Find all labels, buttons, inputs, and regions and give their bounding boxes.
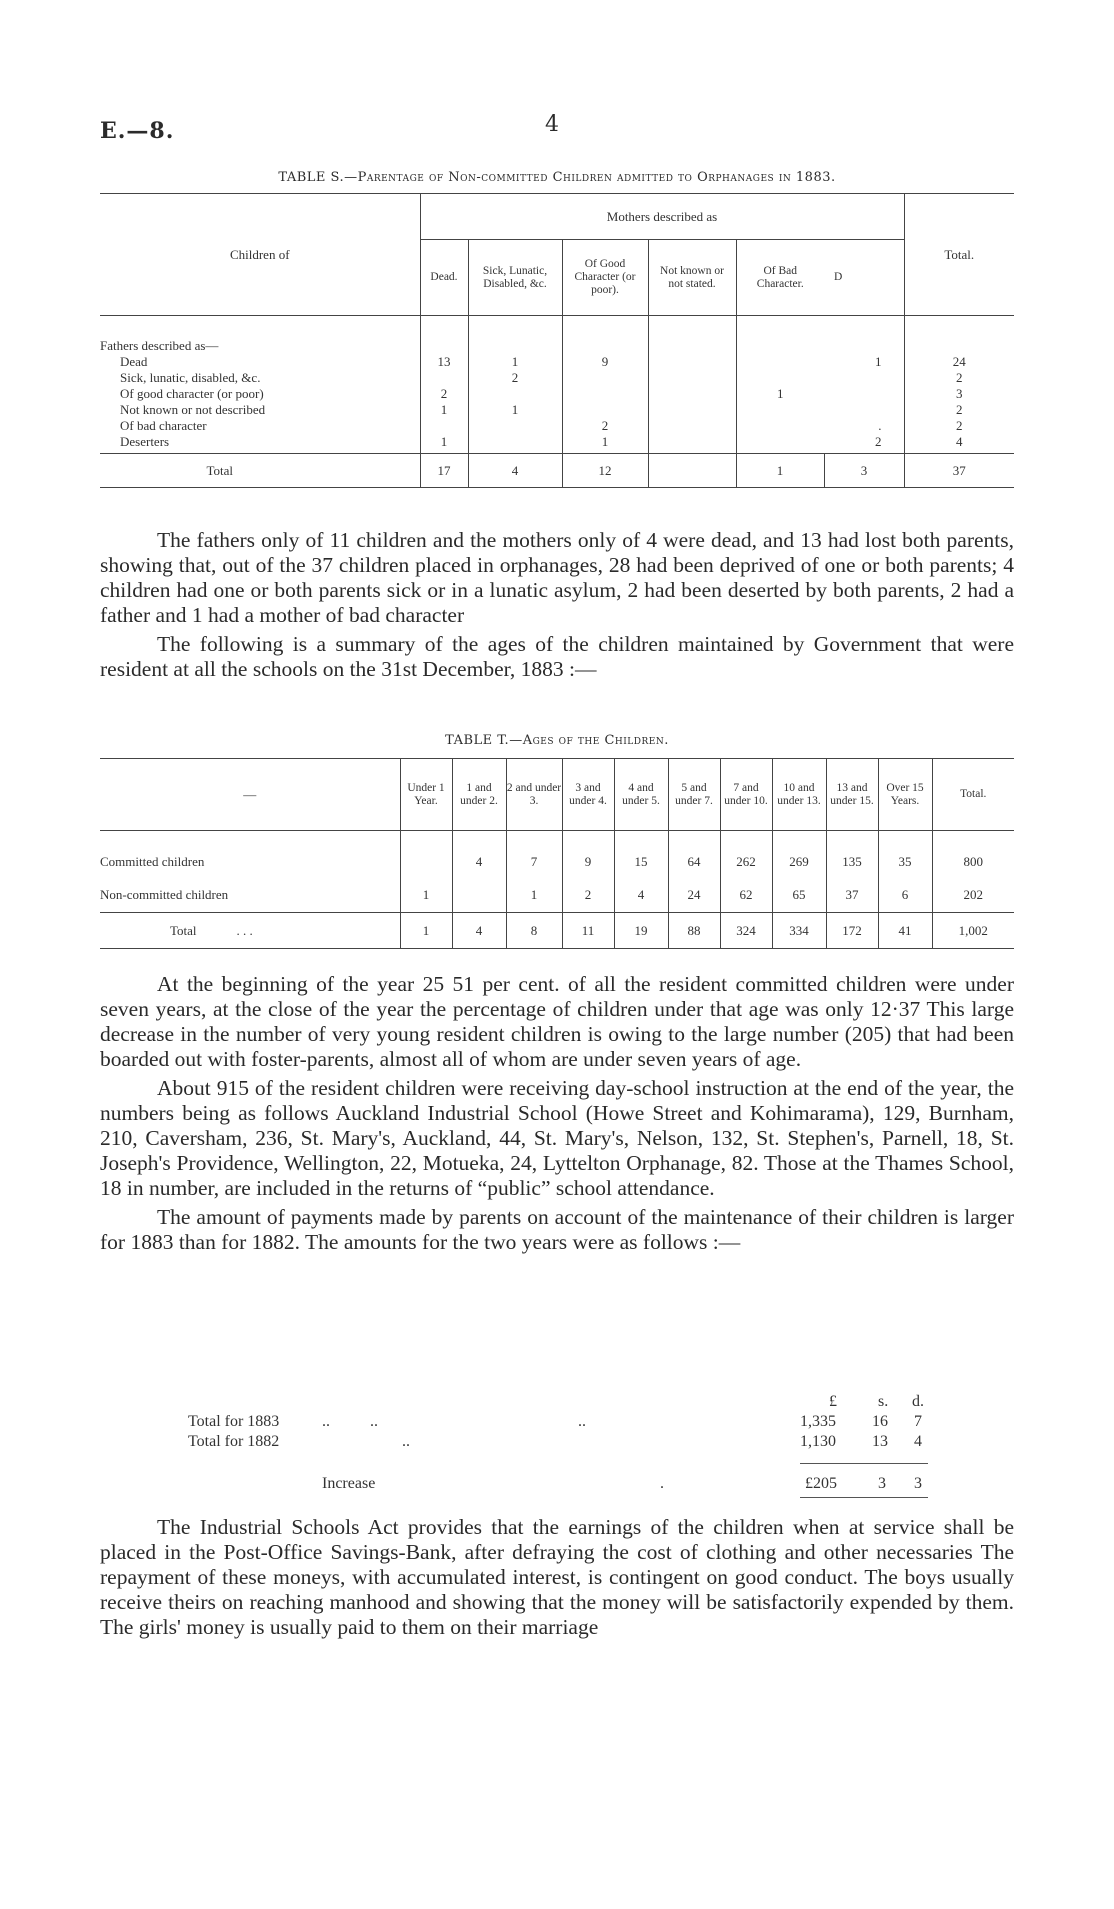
paragraph: The Industrial Schools Act provides that the earnings of the children when at service shall be placed in the Post-Office Savings-Bank, after defraying the cost of clothing and other necessaries The repayment of these moneys, with accumulated interest, is contingent on good conduct. The boys usually receive theirs on reaching manhood and showing that the money will be satisfactorily expended by them. The girls' money is usually paid to them on their marriage	[100, 1515, 1014, 1639]
table-row: Total for 1882 .. 1,130 13 4	[188, 1433, 922, 1450]
table-s-row-header: Children of	[100, 194, 420, 316]
table-row: Committed children 4 7 9 15 64 262 269 135 35 800	[100, 845, 1014, 879]
table-s-col-not-known: Not known or not stated.	[648, 240, 736, 316]
body-text-1	[100, 528, 1014, 682]
table-total-row: Total . . . 1 4 8 11 19 88 324 334 172 41 1,002	[100, 913, 1014, 949]
page-number: 4	[545, 112, 559, 137]
paragraph: The following is a summary of the ages of the children maintained by Government that were resident at all the schools on the 31st December, 1883 :—	[100, 632, 1014, 681]
table-s-label: TABLE S.—	[278, 170, 358, 185]
paragraph: About 915 of the resident children were receiving day-school instruction at the end of the year, the numbers being as follows Auckland Industrial School (Howe Street and Kohimarama), 129, Burnham, 210, Caversham, 236, St. Mary's, Auckland, 44, St. Mary's, Nelson, 132, St. Stephen's, Parnell, 18, St. Joseph's Providence, Wellington, 22, Motueka, 24, Lyttelton Orphanage, 82. Those at the Thames School, 18 in number, are included in the returns of “public” school attendance.	[100, 1076, 1014, 1200]
table-t-caption	[0, 733, 1114, 748]
table-s-col-sick: Sick, Lunatic, Disabled, &c.	[468, 240, 562, 316]
body-text-2	[100, 972, 1014, 1255]
document-reference: E.—8.	[100, 118, 175, 144]
body-text-3	[100, 1515, 1014, 1640]
table-t: — Under 1 Year. 1 and under 2. 2 and under 3. 3 and under 4. 4 and under 5. 5 and under 7. 7 and under 10. 10 and under 13. 13 and under 15. Over 15 Years. Total. Committed children 4 7 9 15 64 262 269 135 35 800 Non-committed children 1 1 2 4 24 62 65 37 6 202 Total . . . 1 4 8 11 19 88 324 334 172 41 1,002	[100, 758, 1014, 949]
table-total-row: Total 17 4 12 1 3 37	[100, 454, 1014, 488]
table-row: Total for 1883 .. .. .. 1,335 16 7	[188, 1413, 922, 1430]
table-s-col-good: Of Good Character (or poor).	[562, 240, 648, 316]
paragraph: The amount of payments made by parents on account of the maintenance of their children is larger for 1883 than for 1882. The amounts for the two years were as follows :—	[100, 1205, 1014, 1254]
table-s-col-bad: Of Bad Character.	[736, 240, 824, 316]
sum-rule-top	[800, 1463, 928, 1464]
table-total-row: Increase . £205 3 3	[322, 1475, 922, 1492]
table-s-col-d: D	[824, 240, 904, 316]
table-row: Non-committed children 1 1 2 4 24 62 65 37 6 202	[100, 879, 1014, 913]
payments-table: £ s. d. Total for 1883 .. .. .. 1,335 16 7 Total for 1882 .. 1,130 13 4 Increase . £205 3 3	[100, 1393, 1014, 1505]
sum-rule-bottom	[800, 1497, 928, 1498]
table-s-col-total: Total.	[904, 194, 1014, 316]
table-row: Of good character (or poor) 2 1 3	[100, 386, 1014, 402]
paragraph: The fathers only of 11 children and the mothers only of 4 were dead, and 13 had lost both parents, showing that, out of the 37 children placed in orphanages, 28 had been deprived of one or both parents; 4 children had one or both parents sick or in a lunatic asylum, 2 had been deserted by both parents, 2 had a father and 1 had a mother of bad character	[100, 528, 1014, 627]
table-row: Not known or not described 1 1 2	[100, 402, 1014, 418]
table-s-col-dead: Dead.	[420, 240, 468, 316]
table-s	[100, 193, 1014, 488]
table-s-title: Parentage of Non-committed Children admitted to Orphanages in 1883.	[357, 170, 836, 185]
table-row: Dead 13 1 9 1 24	[100, 354, 1014, 370]
table-s-caption	[0, 170, 1114, 185]
table-row: Of bad character 2 . 2	[100, 418, 1014, 434]
table-t-title: Ages of the Children.	[522, 733, 669, 748]
paragraph: At the beginning of the year 25 51 per cent. of all the resident committed children were under seven years, at the close of the year the percentage of children under that age was only 12·37 This large decrease in the number of very young resident children is owing to the large number (205) that had been boarded out with foster-parents, almost all of whom are under seven years of age.	[100, 972, 1014, 1071]
table-t-corner: —	[100, 759, 400, 831]
table-s-section-label: Fathers described as—	[100, 337, 219, 353]
table-row: Sick, lunatic, disabled, &c. 2 2	[100, 370, 1014, 386]
table-row: Deserters 1 1 2 4	[100, 434, 1014, 454]
table-t-label: TABLE T.—	[445, 733, 523, 748]
table-s-group-header: Mothers described as	[420, 194, 904, 240]
